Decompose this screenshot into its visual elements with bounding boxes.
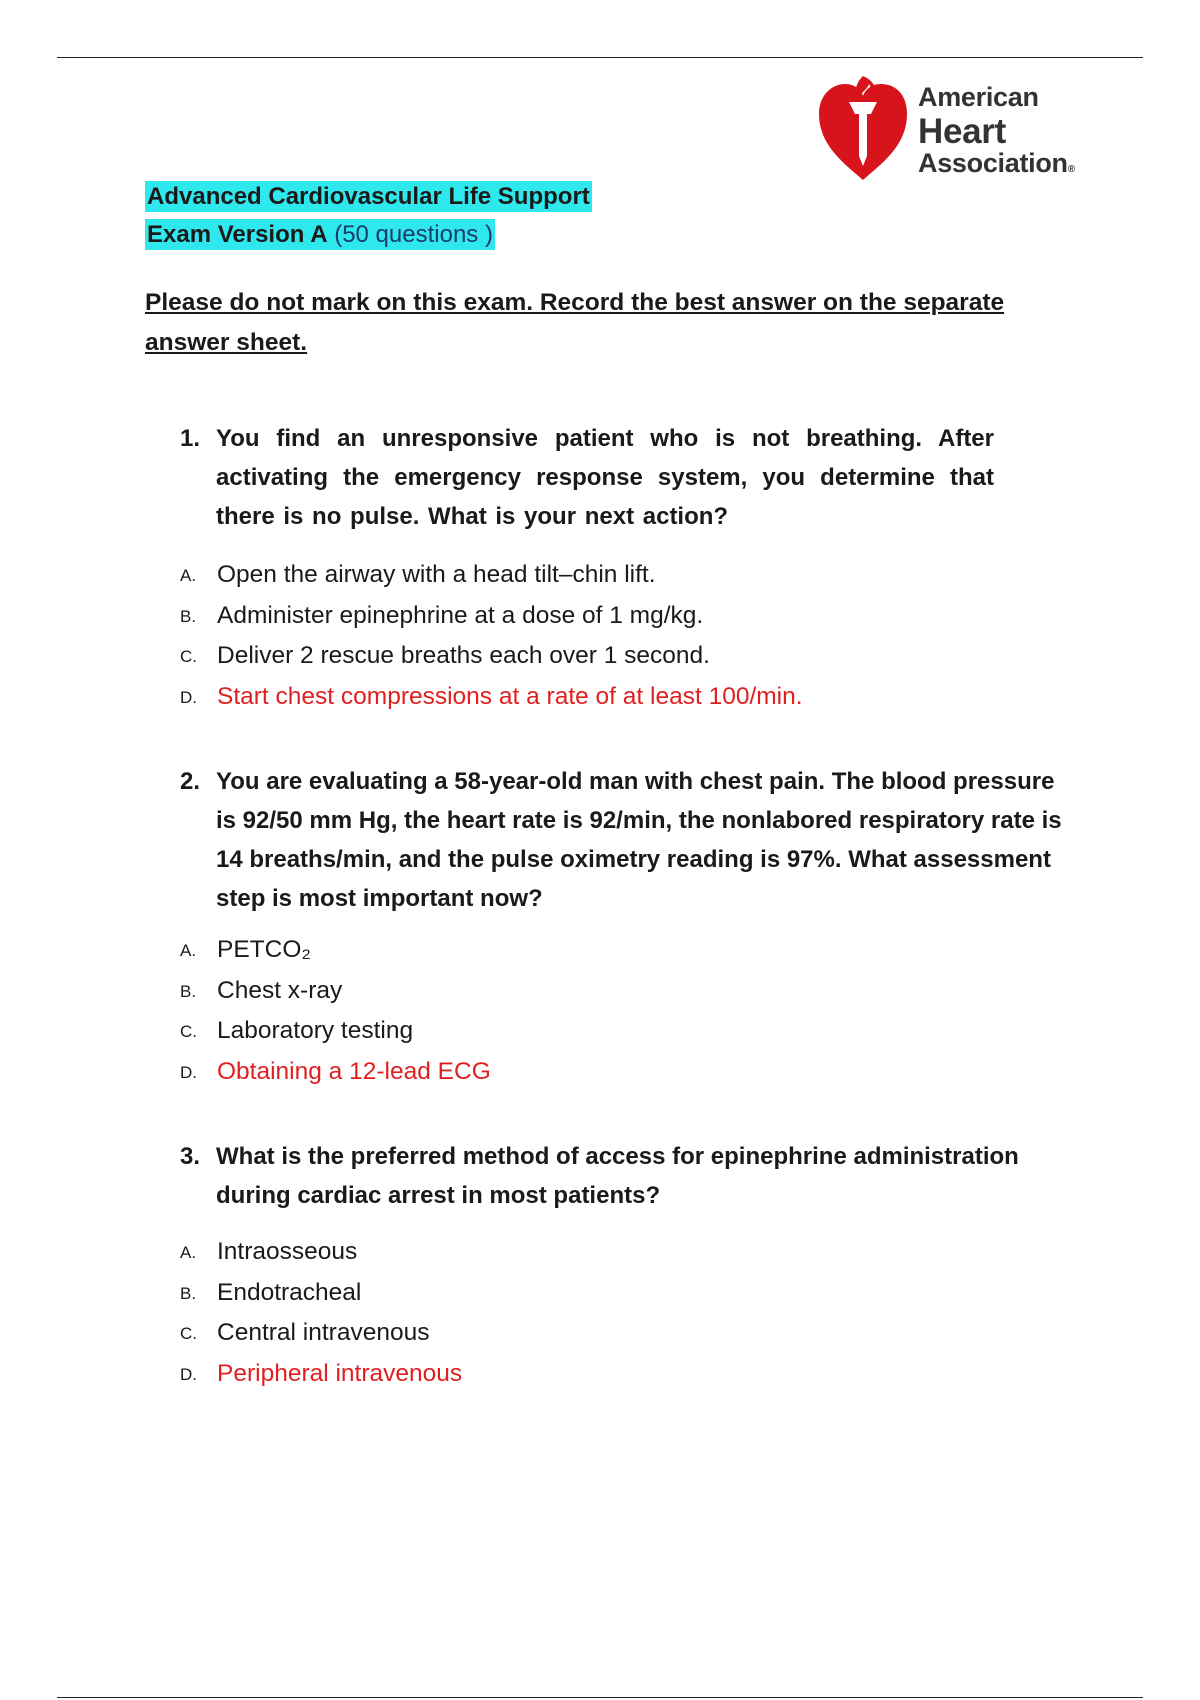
option-text: Start chest compressions at a rate of at least 100/min. <box>217 682 803 710</box>
option-text: Intraosseous <box>217 1238 358 1265</box>
option-d-correct-answer <box>180 677 803 718</box>
question-2 <box>180 762 1080 918</box>
bottom-rule <box>57 1697 1143 1698</box>
question-1 <box>180 419 994 536</box>
logo-line-association-text: Association <box>918 148 1068 178</box>
question-number: 1. <box>180 425 201 452</box>
option-d-correct-answer <box>180 1052 491 1093</box>
registered-mark: ® <box>1067 164 1075 175</box>
option-letter: B. <box>180 981 197 1001</box>
option-text: Peripheral intravenous <box>217 1359 463 1387</box>
aha-logo <box>815 72 1095 184</box>
option-letter: B. <box>180 606 197 626</box>
logo-line-association <box>918 150 1075 177</box>
option-letter: C. <box>180 1324 197 1343</box>
option-letter: D. <box>180 1062 197 1082</box>
question-number: 3. <box>180 1143 201 1170</box>
option-letter: C. <box>180 647 197 666</box>
question-2-options <box>180 930 491 1092</box>
option-text: Central intravenous <box>217 1319 430 1346</box>
option-text: Deliver 2 rescue breaths each over 1 second. <box>217 642 710 669</box>
option-text: Administer epinephrine at a dose of 1 mg/kg. <box>217 601 704 629</box>
option-b <box>180 971 491 1012</box>
exam-version-line <box>145 219 495 250</box>
option-a <box>180 930 491 971</box>
exam-title-block <box>145 178 592 254</box>
option-text: Open the airway with a head tilt–chin lift. <box>217 561 656 588</box>
exam-instruction: Please do not mark on this exam. Record the best answer on the separate answer sheet. <box>145 289 1005 356</box>
question-1-options <box>180 555 803 717</box>
question-number: 2. <box>180 768 201 795</box>
question-3 <box>180 1137 1080 1215</box>
option-c <box>180 636 803 677</box>
option-c <box>180 1011 491 1052</box>
option-letter: C. <box>180 1022 197 1041</box>
option-letter: A. <box>180 941 197 960</box>
option-letter: D. <box>180 1364 197 1384</box>
question-text: You are evaluating a 58-year-old man with chest pain. The blood pressure is 92/50 mm Hg, the heart rate is 92/min, the nonlabored respiratory rate is 14 breaths/min, and the pulse oximetry reading is 97%. What assessment step is most important now? <box>216 768 1062 912</box>
option-a <box>180 1232 462 1273</box>
option-letter: B. <box>180 1283 197 1303</box>
option-text: Laboratory testing <box>217 1017 414 1044</box>
option-letter: A. <box>180 1243 197 1262</box>
option-b <box>180 596 803 637</box>
option-letter: D. <box>180 687 197 707</box>
option-text: PETCO₂ <box>217 936 311 963</box>
logo-line-american: American <box>918 82 1039 112</box>
option-b <box>180 1273 462 1314</box>
question-text: You find an unresponsive patient who is not breathing. After activating the emergency response system, you determine that there is no pulse. What is your next action? <box>216 425 994 530</box>
logo-line-heart: Heart <box>918 112 1006 151</box>
logo-wordmark <box>918 84 1075 177</box>
option-text: Chest x-ray <box>217 976 343 1004</box>
course-title: Advanced Cardiovascular Life Support <box>147 183 590 210</box>
exam-version: Exam Version A <box>147 221 328 248</box>
option-c <box>180 1313 462 1354</box>
top-rule <box>57 57 1143 58</box>
option-d-correct-answer <box>180 1354 462 1395</box>
question-3-options <box>180 1232 462 1394</box>
question-count: (50 questions ) <box>334 221 493 248</box>
option-a <box>180 555 803 596</box>
question-text: What is the preferred method of access for epinephrine administration during cardiac arrest in most patients? <box>216 1143 1019 1209</box>
option-text: Obtaining a 12-lead ECG <box>217 1057 491 1085</box>
option-letter: A. <box>180 566 197 585</box>
heart-torch-icon <box>815 72 911 184</box>
option-text: Endotracheal <box>217 1278 362 1306</box>
